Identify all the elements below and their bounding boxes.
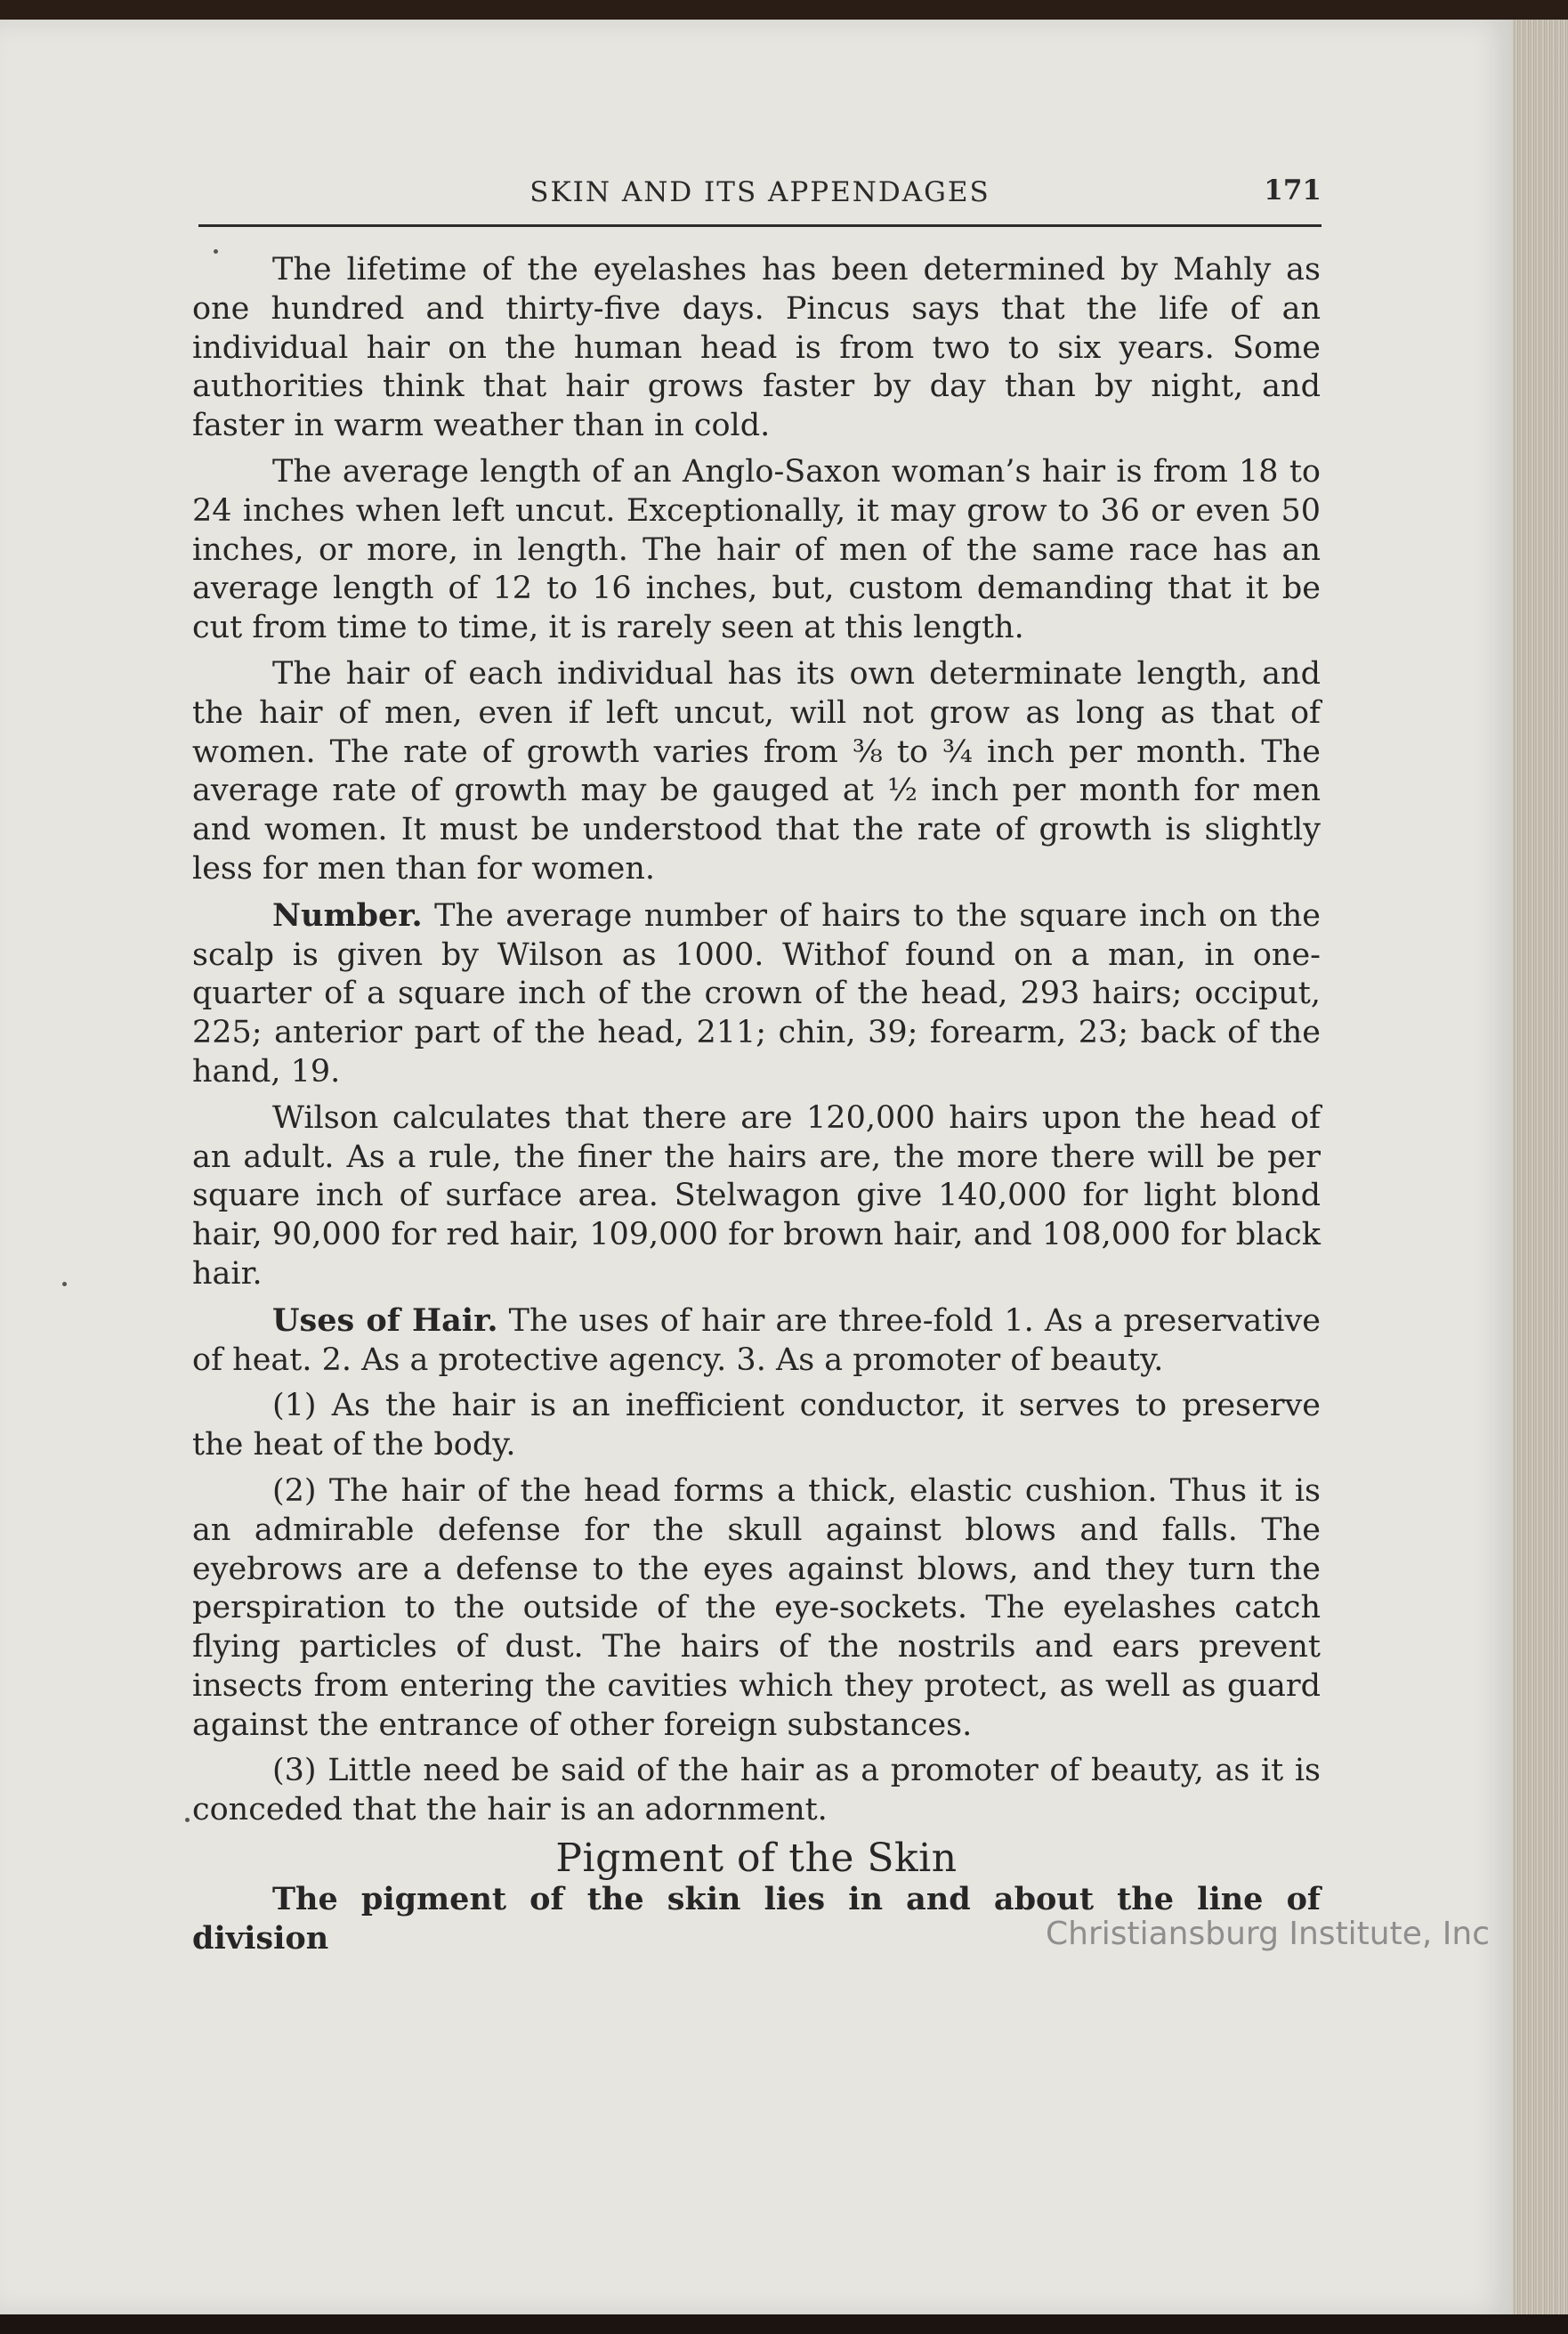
section-intro: The pigment of the skin lies in and about the line of division [192, 1880, 1321, 1957]
print-speck [185, 1818, 190, 1822]
running-head: SKIN AND ITS APPENDAGES [529, 176, 990, 208]
print-speck [62, 1282, 67, 1286]
paragraph-growth-rate: The hair of each individual has its own determinate length, and the hair of men, even if left uncut, will not grow as long as that of women. The rate of growth varies from ⅜ to ¾ inch per month. The average rate of growth may be gauged at ½ inch per month for men and women. It must be understood that the rate of growth is slightly less for men than for women. [192, 655, 1321, 887]
paragraph-use-3: (3) Little need be said of the hair as a promoter of beauty, as it is conceded that the hair is an adornment. [192, 1753, 1321, 1828]
uses-text: The uses of hair are three-fold 1. As a preservative of heat. 2. As a protective agency. 3. As a promoter of beauty. [192, 1302, 1321, 1378]
section-title: Pigment of the Skin [555, 1836, 958, 1882]
number-heading: Number. [272, 896, 423, 934]
paragraph-use-2: (2) The hair of the head forms a thick, elastic cushion. Thus it is an admirable defense for the skull against blows and falls. The eyebrows are a defense to the eyes against blows, and they turn the perspiration to the outside of the eye-sockets. The eyelashes catch flying particles of dust. The hairs of the nostrils and ears prevent insects from entering the cavities which they protect, as well as guard against the entrance of other foreign substances. [192, 1472, 1321, 1743]
body-text [192, 251, 1321, 1965]
print-speck [214, 249, 218, 254]
binding-shadow [0, 2314, 1568, 2334]
page-edges [1513, 20, 1568, 2314]
page-header [198, 174, 1321, 227]
uses-heading: Uses of Hair. [272, 1301, 498, 1339]
paragraph-uses-of-hair [192, 1301, 1321, 1381]
number-text: The average number of hairs to the square inch on the scalp is given by Wilson as 1000. Withof found on a man, in one-quarter of a square inch of the crown of the head, 293 hairs; occiput, 225; anterior part of the head, 211; chin, 39; forearm, 23; back of the hand, 19. [192, 897, 1321, 1090]
paragraph-use-1: (1) As the hair is an inefficient conductor, it serves to preserve the heat of the body. [192, 1388, 1321, 1463]
paragraph-eyelash-lifetime: The lifetime of the eyelashes has been determined by Mahly as one hundred and thirty-five days. Pincus says that the life of an individual hair on the human head is from two to six years. Some authorities think that hair grows faster by day than by night, and faster in warm weather than in cold. [192, 252, 1321, 444]
paragraph-wilson-calc: Wilson calculates that there are 120,000 hairs upon the head of an adult. As a rule, the finer the hairs are, the more there will be per square inch of surface area. Stelwagon give 140,000 for light blond hair, 90,000 for red hair, 109,000 for brown hair, and 108,000 for black hair. [192, 1099, 1321, 1292]
page-number: 171 [1264, 174, 1321, 207]
watermark: Christiansburg Institute, Inc [1045, 1916, 1490, 1952]
paragraph-hair-length: The average length of an Anglo-Saxon woman’s hair is from 18 to 24 inches when left uncut. Exceptionally, it may grow to 36 or even 50 inches, or more, in length. The hair of men of the same race has an average length of 12 to 16 inches, but, custom demanding that it be cut from time to time, it is rarely seen at this length. [192, 453, 1321, 646]
paragraph-number [192, 896, 1321, 1092]
